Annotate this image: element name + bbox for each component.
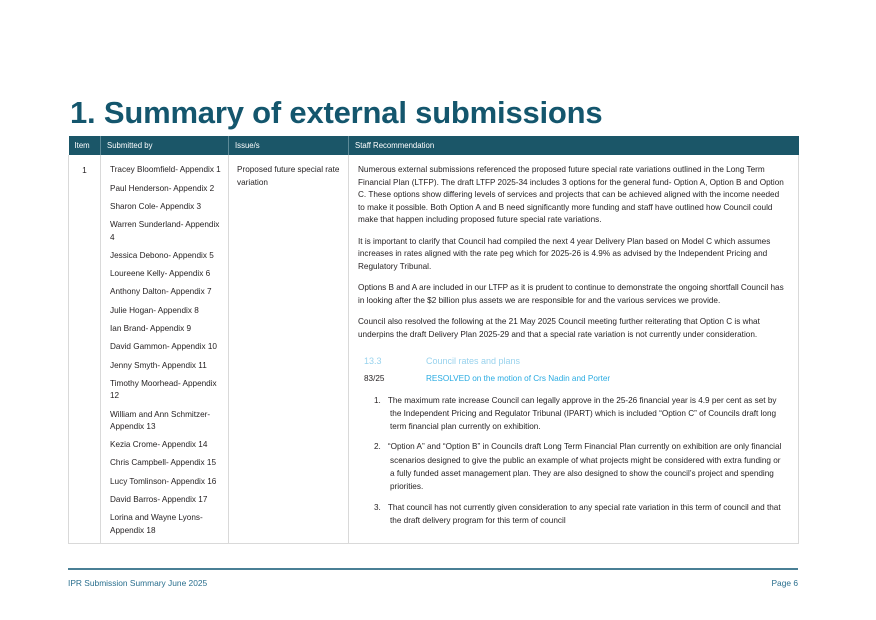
cell-issues [229, 155, 349, 543]
resolution-agenda-number: 13.3 [364, 355, 382, 366]
column-header-issues: Issue/s [229, 136, 349, 155]
table-row [69, 155, 799, 543]
resolution-reference-row [364, 373, 787, 386]
submitter-entry: Kezia Crome- Appendix 14 [110, 440, 208, 450]
submitter-entry: Jenny Smyth- Appendix 11 [110, 360, 207, 370]
resolution-item [364, 394, 787, 434]
resolution-agenda-title: Council rates and plans [426, 355, 521, 366]
resolution-agenda-heading [364, 355, 787, 369]
footer-document-name: IPR Submission Summary June 2025 [68, 578, 208, 588]
resolution-item [364, 440, 787, 493]
staff-recommendation-paragraph: Options B and A are included in our LTFP as it is prudent to continue to demonstrate the ongoing shortfall Council has in looking after the $2 billion plus assets we are responsible for and the various services we provide. [358, 283, 784, 305]
submissions-table [68, 136, 799, 544]
submitter-entry: Loureene Kelly- Appendix 6 [110, 269, 211, 279]
submitter-entry: David Gammon- Appendix 10 [110, 342, 217, 352]
table-header [69, 136, 799, 155]
submitter-entry: Julie Hogan- Appendix 8 [110, 305, 199, 315]
submitter-entry: David Barros- Appendix 17 [110, 494, 208, 504]
resolution-item-text: That council has not currently given consideration to any special rate variation in this term of council and that the draft delivery program for this term of council [387, 502, 781, 525]
table-body [69, 155, 799, 543]
issue-text: Proposed future special rate variation [237, 165, 340, 187]
submitter-entry: Timothy Moorhead- Appendix 12 [110, 378, 217, 401]
submitter-entry: Lorina and Wayne Lyons- Appendix 18 [110, 513, 203, 535]
resolution-reference-number: 83/25 [364, 373, 385, 383]
submitter-entry: Lucy Tomlinson- Appendix 16 [110, 476, 217, 486]
submitter-entry: William and Ann Schmitzer- Appendix 13 [110, 409, 211, 431]
cell-item-number: 1 [69, 155, 101, 543]
resolution-item-text: The maximum rate increase Council can legally approve in the 25-26 financial year is 4.9 per cent as set by the Independent Pricing and Regulator Tribunal (IPART) which is included “Option C” of Councils draft long term financial plan currently on exhibition. [387, 395, 777, 432]
submitter-entry: Paul Henderson- Appendix 2 [110, 183, 215, 193]
page-title: 1. Summary of external submissions [70, 94, 603, 130]
staff-recommendation-paragraph: Council also resolved the following at the 21 May 2025 Council meeting further reiterating that Option C is what underpins the draft Delivery Plan 2025-29 and that a special rate variation is not currently under consideration. [358, 317, 760, 339]
submitter-entry: Sharon Cole- Appendix 3 [110, 201, 202, 211]
footer-divider [68, 568, 798, 570]
footer-page-number: Page 6 [771, 578, 798, 588]
page-footer [68, 578, 798, 588]
submitter-entry: Tracey Bloomfield- Appendix 1 [110, 165, 221, 175]
cell-staff-recommendation [349, 155, 799, 543]
staff-recommendation-paragraphs [358, 164, 787, 341]
resolution-reference-text: RESOLVED on the motion of Crs Nadin and Porter [426, 373, 611, 383]
column-header-staff-recommendation: Staff Recommendation [349, 136, 799, 155]
cell-submitted-by [101, 155, 229, 543]
submitter-entry: Warren Sunderland- Appendix 4 [110, 220, 220, 242]
resolution-items-list [364, 394, 787, 528]
council-resolution-block [364, 355, 787, 527]
column-header-submitted-by: Submitted by [101, 136, 229, 155]
staff-recommendation-paragraph: It is important to clarify that Council had compiled the next 4 year Delivery Plan based on Model C which assumes increases in rates aligned with the rate peg which for 2025-26 is 4.9% as advised by the Independent Pricing and Regulatory Tribunal. [358, 236, 771, 271]
submitter-entry: Jessica Debono- Appendix 5 [110, 250, 214, 260]
resolution-item-number: 3. [374, 502, 381, 512]
resolution-item-number: 1. [374, 395, 381, 405]
submitter-entry: Ian Brand- Appendix 9 [110, 324, 192, 334]
submitter-entry: Anthony Dalton- Appendix 7 [110, 287, 212, 297]
submitters-list [110, 164, 221, 537]
submitter-entry: Chris Campbell- Appendix 15 [110, 458, 217, 468]
resolution-item-text: “Option A” and “Option B” in Councils draft Long Term Financial Plan currently on exhibition are only financial scenarios designed to give the public an example of what projects might be considered with extra funding or a fully funded asset management plan. They are also designed to show the council’s project and spending priorities. [387, 442, 782, 492]
column-header-item: Item [69, 136, 101, 155]
resolution-item [364, 501, 787, 528]
table-header-row [69, 136, 799, 155]
staff-recommendation-paragraph: Numerous external submissions referenced the proposed future special rate variations outlined in the Long Term Financial Plan (LTFP). The draft LTFP 2025-34 includes 3 options for the general fund- Option A, Option B and Option C. These options show differing levels of services and projects that can be achieved aligned with the income needed to make it possible. Both Option A and B need significantly more funding and staff have outlined how Council could make that happen including proposed future special rate variations. [358, 165, 784, 225]
resolution-item-number: 2. [374, 442, 381, 452]
